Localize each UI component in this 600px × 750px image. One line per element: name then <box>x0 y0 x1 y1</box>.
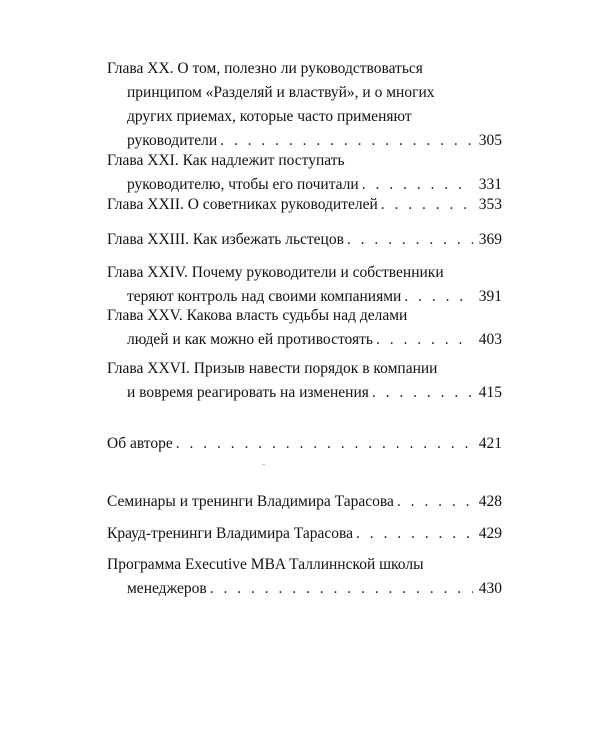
dot-leader <box>372 381 473 405</box>
toc-entry-line: людей и как можно ей противостоять <box>127 331 373 348</box>
page-number: 430 <box>478 580 502 597</box>
toc-entry-line: теряют контроль над своими компаниями <box>127 288 402 305</box>
toc-entry-line: руководителю, чтобы его почитали <box>127 176 359 193</box>
page-number: 331 <box>478 176 502 193</box>
page-number: 369 <box>478 231 502 248</box>
toc-entry-line: Крауд-тренинги Владимира Тарасова <box>107 525 353 542</box>
page-number: 305 <box>478 132 502 149</box>
toc-entry-about-author <box>107 432 502 456</box>
toc-entry-line: менеджеров <box>127 580 207 597</box>
toc-entry-line: Об авторе <box>107 435 173 452</box>
toc-entry-line: принципом «Разделяй и властвуй», и о многих <box>127 84 435 101</box>
dot-leader <box>381 193 473 217</box>
page-number: 391 <box>478 288 502 305</box>
toc-entry-line: Программа Executive MBA Таллиннской школы <box>107 556 424 573</box>
toc-entry-line: Глава XXII. О советниках руководителей <box>107 196 378 213</box>
toc-entry-line: других приемах, которые часто применяют <box>127 108 412 125</box>
toc-entry-line: Семинары и тренинги Владимира Тарасова <box>107 493 394 510</box>
toc-entry-chapter-22 <box>107 193 502 217</box>
dot-leader <box>356 522 473 546</box>
toc-entry-chapter-26 <box>107 357 502 405</box>
toc-entry-executive-mba <box>107 553 502 601</box>
decorative-mark <box>262 464 265 465</box>
toc-entry-line: Глава XXIII. Как избежать льстецов <box>107 231 344 248</box>
toc-entry-line: Глава XXI. Как надлежит поступать <box>107 152 345 169</box>
toc-entry-line: и вовремя реагировать на изменения <box>127 384 369 401</box>
dot-leader <box>176 432 473 456</box>
toc-entry-line: Глава XXV. Какова власть судьбы над делами <box>107 307 408 324</box>
toc-entry-line: Глава XXVI. Призыв навести порядок в компании <box>107 360 438 377</box>
toc-entry-chapter-25 <box>107 304 502 352</box>
toc-entry-crowd-trainings <box>107 522 502 546</box>
dot-leader <box>376 328 473 352</box>
toc-entry-chapter-24 <box>107 261 502 309</box>
toc-entry-chapter-21 <box>107 149 502 197</box>
toc-entry-chapter-23 <box>107 228 502 252</box>
toc-entry-line: Глава XXIV. Почему руководители и собственники <box>107 264 444 281</box>
toc-entry-line: Глава XX. О том, полезно ли руководствоваться <box>107 60 423 77</box>
page-number: 428 <box>478 493 502 510</box>
dot-leader <box>347 228 473 252</box>
toc-entry-chapter-20 <box>107 57 502 153</box>
page-number: 415 <box>478 384 502 401</box>
page-number: 429 <box>478 525 502 542</box>
toc-entry-seminars <box>107 490 502 514</box>
dot-leader <box>210 577 473 601</box>
toc-entry-line: руководители <box>127 132 218 149</box>
dot-leader <box>397 490 473 514</box>
page-number: 421 <box>478 435 502 452</box>
page-number: 403 <box>478 331 502 348</box>
page-number: 353 <box>478 196 502 213</box>
